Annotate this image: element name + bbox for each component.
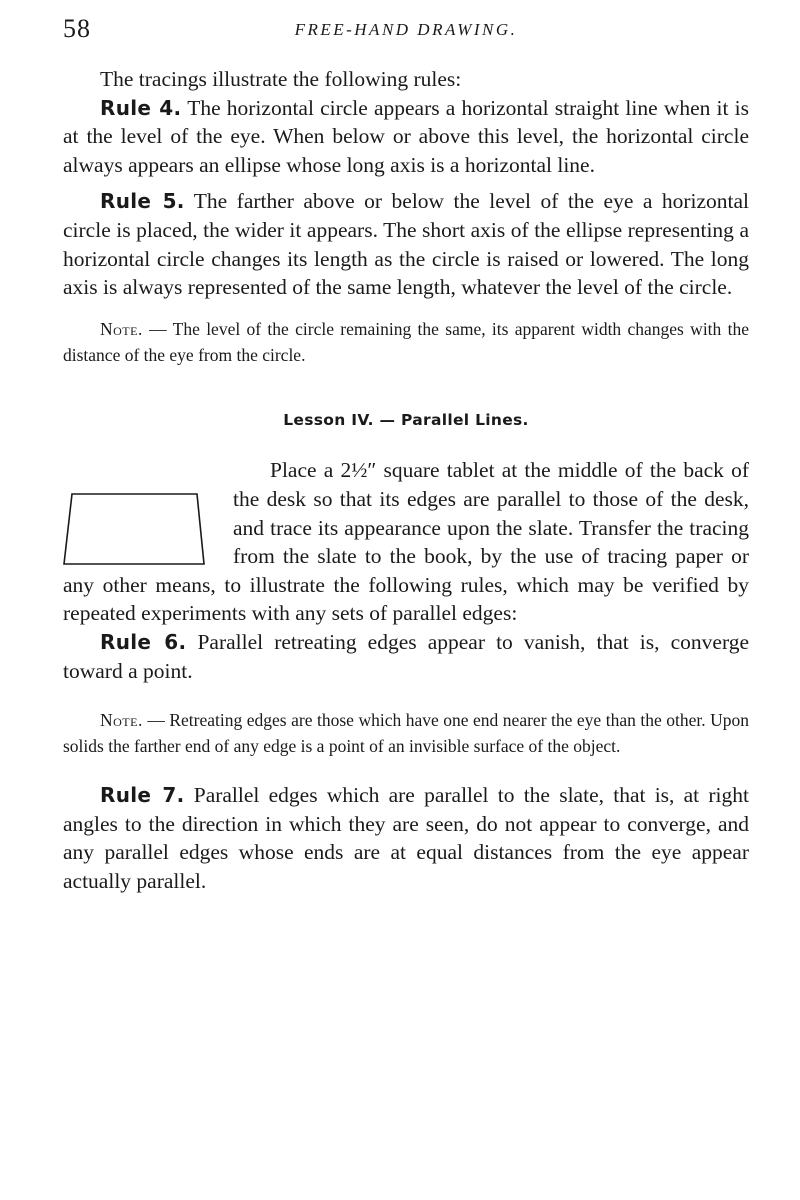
rule-6-label: Rule 6.	[100, 629, 187, 654]
running-head	[63, 14, 749, 46]
intro-paragraph: The tracings illustrate the following rules:	[100, 67, 462, 91]
tablet-tracing-figure	[63, 456, 223, 568]
rule-4-text: The horizontal circle appears a horizontal straight line when it is at the level of the eye. When below or above this level, the horizontal circle always appears an ellipse whose long axis is a horizontal line.	[63, 95, 749, 177]
note-2-text: — Retreating edges are those which have one end nearer the eye than the other. Upon solids the farther end of any edge is a point of an invisible surface of the object.	[63, 710, 749, 757]
rule-7	[63, 781, 749, 895]
trapezoid-tracing-icon	[62, 492, 207, 566]
lesson-heading: Lesson IV. — Parallel Lines.	[283, 410, 529, 429]
rule-5-text: The farther above or below the level of the eye a horizontal circle is placed, the wider it appears. The short axis of the ellipse representing a horizontal circle changes its length as the circle is raised or lowered. The long axis is always represented of the same length, whatever the level of the circle.	[63, 189, 749, 300]
note-1	[63, 316, 749, 368]
rule-5	[63, 187, 749, 301]
rule-6-text: Parallel retreating edges appear to vanish, that is, converge toward a point.	[63, 629, 750, 683]
rule-4-label: Rule 4.	[100, 95, 182, 120]
note-1-label: Note.	[100, 318, 143, 339]
lesson-paragraph: Place a 2½″ square tablet at the middle of the back of the desk so that its edges are parallel to those of the desk, and trace its appearance upon the slate. Transfer the tracing from the slate to the book, by the use of tracing paper or any other means, to illustrate the following rules, which may be verified by repeated experiments with any sets of parallel edges:	[63, 458, 749, 626]
page-number: 58	[63, 14, 91, 43]
note-2-label: Note.	[100, 710, 143, 731]
note-2	[63, 707, 749, 759]
note-1-text: — The level of the circle remaining the same, its apparent width changes with the distance of the eye from the circle.	[63, 318, 749, 365]
rule-7-label: Rule 7.	[100, 783, 185, 808]
rule-7-text: Parallel edges which are parallel to the slate, that is, at right angles to the direction in which they are seen, do not appear to converge, and any parallel edges whose ends are at equal distances from the eye appear actually parallel.	[63, 783, 749, 893]
rule-6	[63, 628, 749, 685]
body-text	[63, 65, 749, 895]
running-title: FREE-HAND DRAWING.	[294, 20, 518, 39]
rule-5-label: Rule 5.	[100, 189, 185, 214]
rule-4	[63, 94, 749, 180]
